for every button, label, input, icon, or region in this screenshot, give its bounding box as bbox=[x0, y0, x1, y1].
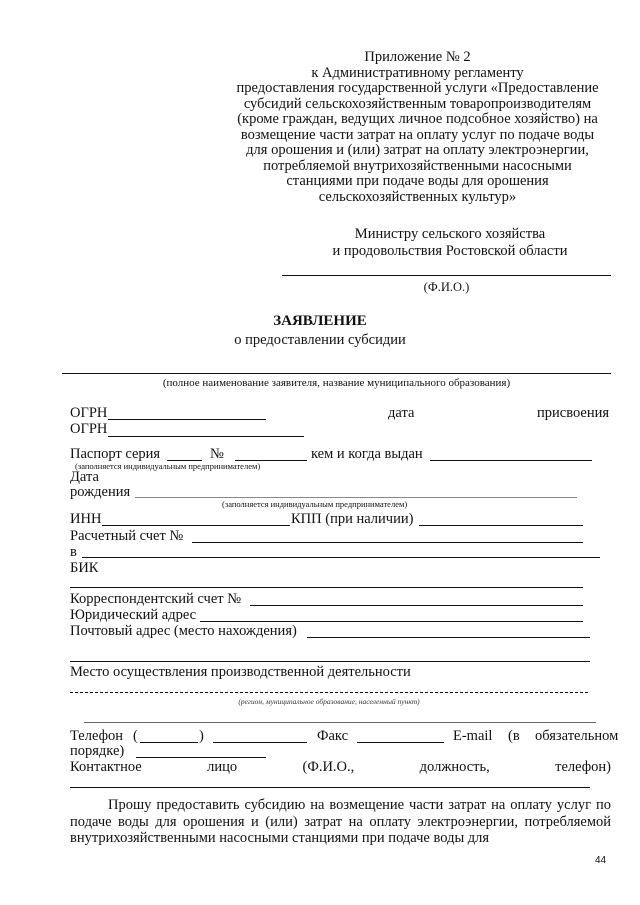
postal-address-field-2[interactable] bbox=[70, 661, 590, 662]
document-title: ЗАЯВЛЕНИЕ bbox=[273, 313, 367, 329]
activity-label: Место осуществления производственной деятельности bbox=[70, 664, 411, 680]
appendix-line: к Административному регламенту bbox=[311, 64, 524, 81]
contact-word: лицо bbox=[207, 759, 238, 775]
fio-field-line[interactable] bbox=[282, 275, 611, 276]
ogrn-field[interactable] bbox=[108, 419, 266, 420]
date-label: дата bbox=[388, 405, 415, 421]
birth-label-2: рождения bbox=[70, 484, 131, 500]
bik-field[interactable] bbox=[70, 587, 583, 588]
postal-address-field[interactable] bbox=[307, 637, 590, 638]
applicant-name-line[interactable] bbox=[62, 373, 611, 374]
appendix-line: станциями при подаче воды для орошения bbox=[286, 173, 549, 189]
fax-field[interactable] bbox=[357, 742, 444, 743]
fax-label: Факс bbox=[317, 728, 349, 744]
passport-issued-label: кем и когда выдан bbox=[311, 446, 423, 462]
applicant-caption: (полное наименование заявителя, название муниципального образования) bbox=[162, 377, 511, 389]
birth-date-field[interactable] bbox=[135, 497, 577, 498]
email-required-2: обязательном bbox=[535, 728, 619, 744]
phone-code-field[interactable] bbox=[140, 742, 198, 743]
document-subtitle: о предоставлении субсидии bbox=[234, 332, 406, 348]
ogrn2-label: ОГРН bbox=[70, 421, 108, 437]
email-required-1: (в bbox=[508, 728, 520, 744]
email-required-3: порядке) bbox=[70, 743, 125, 759]
bank-in-label: в bbox=[70, 544, 77, 560]
ip-note-2: (заполняется индивидуальным предпринимателем) bbox=[222, 499, 408, 509]
contact-word: должность, bbox=[419, 759, 490, 775]
addressee-block bbox=[300, 226, 600, 260]
phone-open-paren: ( bbox=[133, 728, 138, 744]
activity-field-2[interactable] bbox=[84, 722, 596, 723]
bank-name-field[interactable] bbox=[82, 557, 600, 558]
passport-issued-field[interactable] bbox=[430, 460, 592, 461]
contact-word: (Ф.И.О., bbox=[302, 759, 355, 775]
bik-label: БИК bbox=[70, 560, 99, 576]
contact-person-row bbox=[70, 760, 611, 775]
contact-word: телефон) bbox=[555, 759, 611, 775]
appendix-line: Приложение № 2 bbox=[364, 49, 471, 65]
ogrn-date-field[interactable] bbox=[108, 436, 304, 437]
contact-person-field[interactable] bbox=[70, 787, 590, 788]
phone-number-field[interactable] bbox=[213, 742, 307, 743]
activity-field[interactable] bbox=[70, 692, 588, 693]
inn-field[interactable] bbox=[102, 525, 290, 526]
appendix-line: для орошения и (или) затрат на оплату электроэнергии, bbox=[246, 142, 589, 158]
ogrn-label: ОГРН bbox=[70, 405, 108, 421]
assign-label: присвоения bbox=[537, 405, 610, 421]
page-number: 44 bbox=[595, 855, 607, 866]
account-field[interactable] bbox=[192, 542, 583, 543]
phone-label: Телефон bbox=[70, 728, 123, 744]
appendix-line: предоставления государственной услуги «Предоставление bbox=[236, 80, 599, 96]
passport-label: Паспорт серия bbox=[70, 446, 161, 462]
corr-account-field[interactable] bbox=[250, 605, 583, 606]
request-paragraph: Прошу предоставить субсидию на возмещение части затрат на оплату услуг по подаче воды для орошения и (или) затрат на оплату электроэнергии, потребляемой внутрихозяйственными насосными станциями при подаче воды для bbox=[70, 797, 611, 846]
kpp-label: КПП (при наличии) bbox=[291, 511, 414, 527]
appendix-line: субсидий сельскохозяйственным товаропроизводителям bbox=[243, 95, 592, 112]
ip-note-1: (заполняется индивидуальным предпринимателем) bbox=[75, 461, 261, 471]
corr-account-label: Корреспондентский счет № bbox=[70, 591, 242, 607]
contact-word: Контактное bbox=[70, 759, 142, 775]
birth-label-1: Дата bbox=[70, 469, 99, 485]
inn-label: ИНН bbox=[70, 511, 102, 527]
account-label: Расчетный счет № bbox=[70, 528, 184, 544]
addressee-line-1: Министру сельского хозяйства bbox=[354, 226, 546, 242]
kpp-field[interactable] bbox=[419, 525, 583, 526]
postal-address-label: Почтовый адрес (место нахождения) bbox=[70, 623, 297, 639]
email-label: E-mail bbox=[453, 728, 493, 744]
appendix-line: возмещение части затрат на оплату услуг по подаче воды bbox=[240, 126, 595, 143]
appendix-line: потребляемой внутрихозяйственными насосными bbox=[263, 157, 572, 174]
passport-number-label: № bbox=[210, 446, 224, 462]
email-field[interactable] bbox=[136, 757, 266, 758]
legal-address-field[interactable] bbox=[200, 621, 583, 622]
appendix-line: сельскохозяйственных культур» bbox=[318, 188, 517, 205]
appendix-header bbox=[225, 50, 610, 205]
addressee-line-2: и продовольствия Ростовской области bbox=[332, 243, 568, 259]
appendix-line: (кроме граждан, ведущих личное подсобное хозяйство) на bbox=[237, 111, 598, 127]
phone-close-paren: ) bbox=[199, 728, 204, 744]
legal-address-label: Юридический адрес bbox=[70, 607, 197, 623]
region-caption: (регион, муниципальное образование, населенный пункт) bbox=[238, 697, 420, 706]
fio-caption: (Ф.И.О.) bbox=[423, 280, 470, 294]
